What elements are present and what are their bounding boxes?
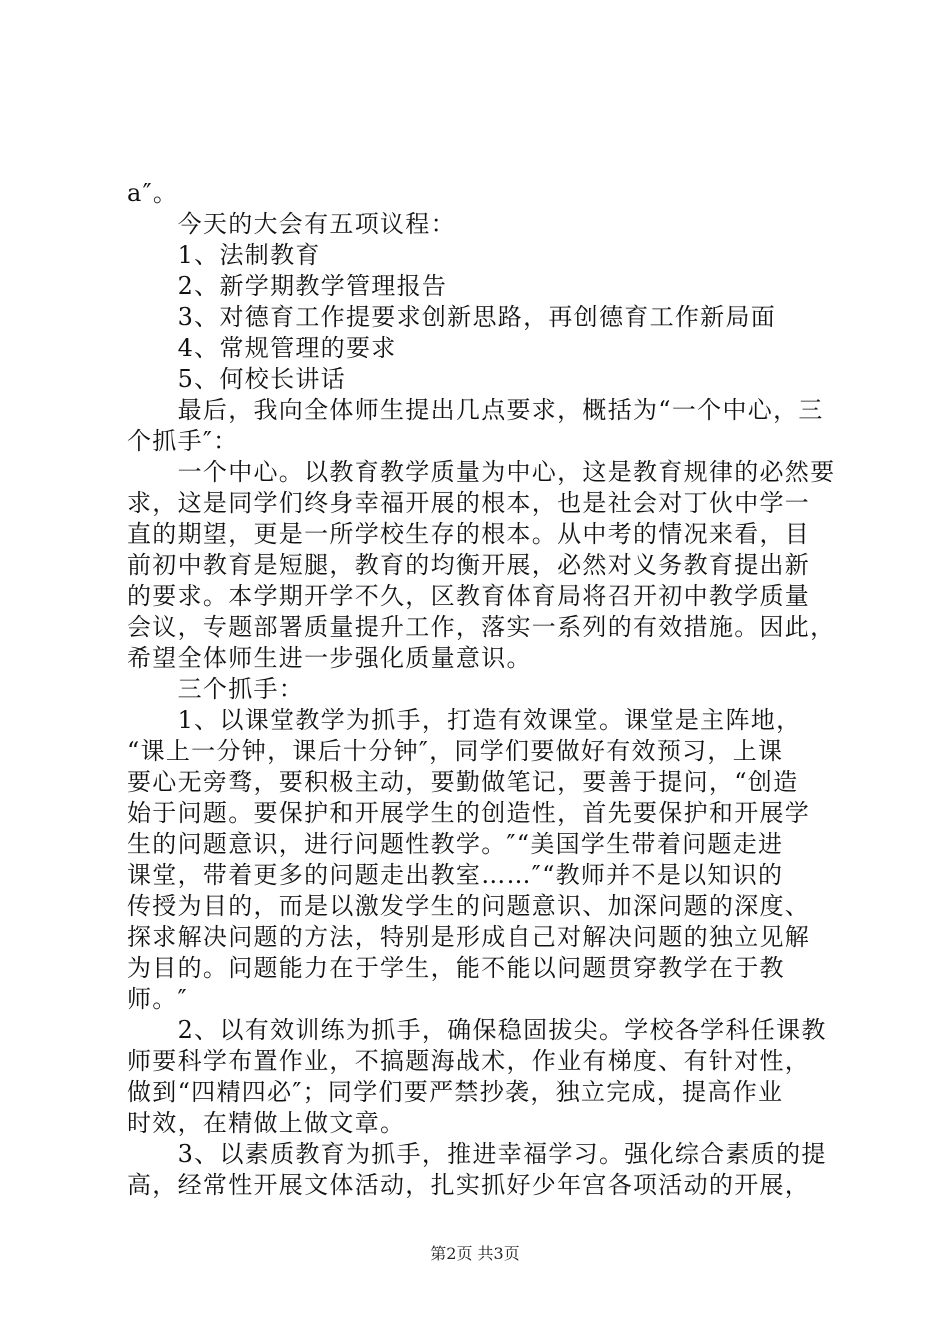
document-body — [127, 178, 836, 1201]
text-line: 师要科学布置作业，不搞题海战术，作业有梯度、有针对性， — [127, 1047, 811, 1075]
text-line: 求，这是同学们终身幸福开展的根本，也是社会对丁伙中学一 — [127, 489, 811, 517]
text-line: 2、以有效训练为抓手，确保稳固拔尖。学校各学科任课教 — [127, 1016, 827, 1044]
text-line: 前初中教育是短腿，教育的均衡开展，必然对义务教育提出新 — [127, 551, 811, 579]
text-line: 会议，专题部署质量提升工作，落实一系列的有效措施。因此， — [127, 613, 836, 641]
text-line: 直的期望，更是一所学校生存的根本。从中考的情况来看，目 — [127, 520, 811, 548]
text-line: 课堂，带着更多的问题走出教室……″“教师并不是以知识的 — [127, 861, 784, 889]
text-line: a″。 — [127, 179, 179, 207]
text-line: 1、法制教育 — [127, 241, 321, 269]
page-number-footer: 第2页 共3页 — [430, 1244, 520, 1263]
text-line: 2、新学期教学管理报告 — [127, 272, 448, 300]
text-line: 始于问题。要保护和开展学生的创造性，首先要保护和开展学 — [127, 799, 811, 827]
text-line: 高，经常性开展文体活动，扎实抓好少年宫各项活动的开展， — [127, 1171, 811, 1199]
text-line: 的要求。本学期开学不久，区教育体育局将召开初中教学质量 — [127, 582, 811, 610]
text-line: 3、对德育工作提要求创新思路，再创德育工作新局面 — [127, 303, 777, 331]
text-line: 一个中心。以教育教学质量为中心，这是教育规律的必然要 — [127, 458, 836, 486]
text-line: 探求解决问题的方法，特别是形成自己对解决问题的独立见解 — [127, 923, 811, 951]
text-line: 师。″ — [127, 985, 188, 1013]
text-line: 3、以素质教育为抓手，推进幸福学习。强化综合素质的提 — [127, 1140, 827, 1168]
text-line: 三个抓手： — [127, 675, 305, 703]
text-line: 希望全体师生进一步强化质量意识。 — [127, 644, 532, 672]
text-line: 4、常规管理的要求 — [127, 334, 397, 362]
text-line: 最后，我向全体师生提出几点要求，概括为“一个中心，三 — [127, 396, 824, 424]
text-line: “课上一分钟，课后十分钟″，同学们要做好有效预习，上课 — [127, 737, 784, 765]
text-line: 为目的。问题能力在于学生，能不能以问题贯穿教学在于教 — [127, 954, 785, 982]
text-line: 5、何校长讲话 — [127, 365, 346, 393]
text-line: 今天的大会有五项议程： — [127, 210, 456, 238]
text-line: 个抓手″： — [127, 427, 239, 455]
text-line: 做到“四精四必″；同学们要严禁抄袭，独立完成，提高作业 — [127, 1078, 784, 1106]
text-line: 时效，在精做上做文章。 — [127, 1109, 406, 1137]
text-line: 1、以课堂教学为抓手，打造有效课堂。课堂是主阵地， — [127, 706, 802, 734]
text-line: 要心无旁骛，要积极主动，要勤做笔记，要善于提问，“创造 — [127, 768, 799, 796]
text-line: 传授为目的，而是以激发学生的问题意识、加深问题的深度、 — [127, 892, 811, 920]
text-line: 生的问题意识，进行问题性教学。″“美国学生带着问题走进 — [127, 830, 784, 858]
